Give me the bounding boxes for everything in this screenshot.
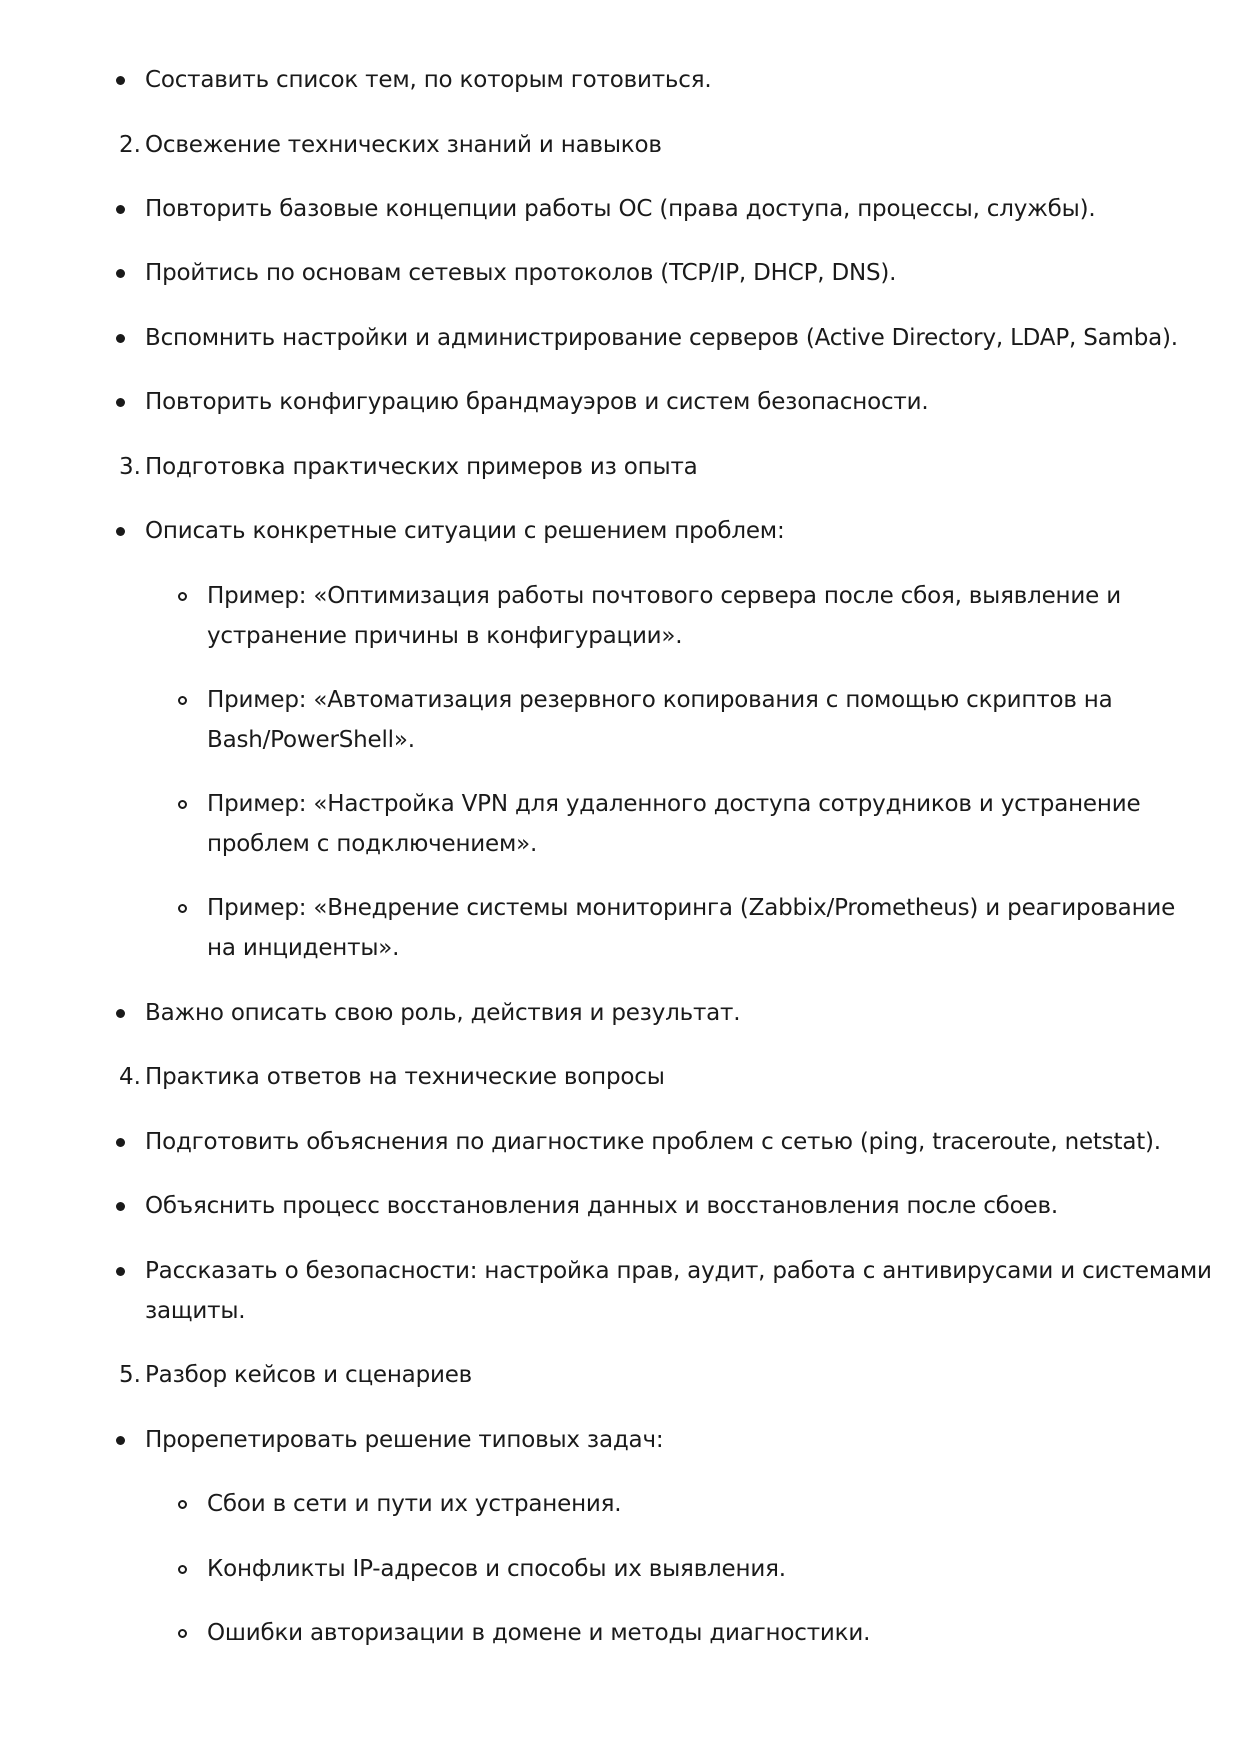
list-number: 2. bbox=[119, 132, 141, 158]
list-item: Подготовить объяснения по диагностике проблем с сетью (ping, traceroute, netstat). bbox=[145, 1129, 1161, 1155]
bullet-icon bbox=[116, 1202, 125, 1211]
circle-bullet-icon bbox=[178, 800, 187, 809]
list-number: 5. bbox=[119, 1362, 141, 1388]
section-heading: Практика ответов на технические вопросы bbox=[145, 1064, 665, 1090]
sub-list-item-line: проблем с подключением». bbox=[207, 831, 538, 857]
list-item: Объяснить процесс восстановления данных и восстановления после сбоев. bbox=[145, 1193, 1058, 1219]
list-item: Пройтись по основам сетевых протоколов (TCP/IP, DHCP, DNS). bbox=[145, 260, 897, 286]
bullet-icon bbox=[116, 76, 125, 85]
sub-list-item-line: Bash/PowerShell». bbox=[207, 727, 415, 753]
sub-list-item: Ошибки авторизации в домене и методы диагностики. bbox=[207, 1620, 871, 1646]
sub-list-item: Сбои в сети и пути их устранения. bbox=[207, 1491, 622, 1517]
sub-list-item-line: Пример: «Внедрение системы мониторинга (Zabbix/Prometheus) и реагирование bbox=[207, 895, 1176, 921]
sub-list-item: Конфликты IP-адресов и способы их выявления. bbox=[207, 1556, 786, 1582]
bullet-icon bbox=[116, 527, 125, 536]
list-number: 4. bbox=[119, 1064, 141, 1090]
list-item: Описать конкретные ситуации с решением проблем: bbox=[145, 518, 785, 544]
list-item: Важно описать свою роль, действия и результат. bbox=[145, 1000, 741, 1026]
circle-bullet-icon bbox=[178, 1500, 187, 1509]
bullet-icon bbox=[116, 334, 125, 343]
section-heading: Освежение технических знаний и навыков bbox=[145, 132, 662, 158]
list-number: 3. bbox=[119, 454, 141, 480]
list-item: Составить список тем, по которым готовиться. bbox=[145, 67, 712, 93]
list-item: Прорепетировать решение типовых задач: bbox=[145, 1427, 664, 1453]
list-item: Повторить базовые концепции работы ОС (права доступа, процессы, службы). bbox=[145, 196, 1096, 222]
list-item: Повторить конфигурацию брандмауэров и систем безопасности. bbox=[145, 389, 929, 415]
list-item-line: защиты. bbox=[145, 1298, 246, 1324]
sub-list-item-line: Пример: «Настройка VPN для удаленного доступа сотрудников и устранение bbox=[207, 791, 1141, 817]
bullet-icon bbox=[116, 269, 125, 278]
list-item-line: Рассказать о безопасности: настройка прав, аудит, работа с антивирусами и системами bbox=[145, 1258, 1212, 1284]
bullet-icon bbox=[116, 1267, 125, 1276]
sub-list-item-line: на инциденты». bbox=[207, 935, 400, 961]
bullet-icon bbox=[116, 1009, 125, 1018]
sub-list-item-line: Пример: «Оптимизация работы почтового сервера после сбоя, выявление и bbox=[207, 583, 1121, 609]
circle-bullet-icon bbox=[178, 1629, 187, 1638]
list-item: Вспомнить настройки и администрирование серверов (Active Directory, LDAP, Samba). bbox=[145, 325, 1178, 351]
bullet-icon bbox=[116, 205, 125, 214]
circle-bullet-icon bbox=[178, 696, 187, 705]
bullet-icon bbox=[116, 398, 125, 407]
sub-list-item-line: устранение причины в конфигурации». bbox=[207, 623, 683, 649]
circle-bullet-icon bbox=[178, 904, 187, 913]
circle-bullet-icon bbox=[178, 592, 187, 601]
bullet-icon bbox=[116, 1138, 125, 1147]
section-heading: Подготовка практических примеров из опыта bbox=[145, 454, 698, 480]
sub-list-item-line: Пример: «Автоматизация резервного копирования с помощью скриптов на bbox=[207, 687, 1113, 713]
bullet-icon bbox=[116, 1436, 125, 1445]
section-heading: Разбор кейсов и сценариев bbox=[145, 1362, 473, 1388]
circle-bullet-icon bbox=[178, 1565, 187, 1574]
